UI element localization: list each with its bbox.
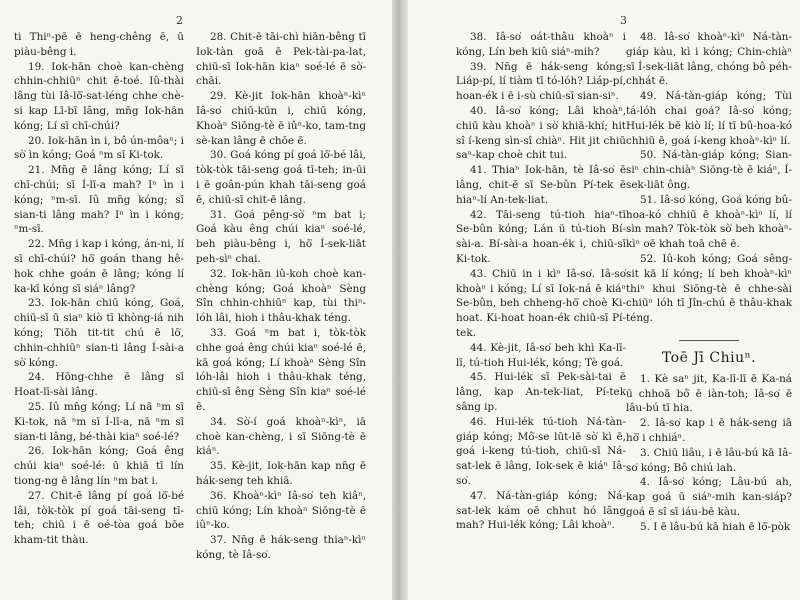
- verse: 1. Kè saⁿ jit, Ka-lī-lī ē Ka-ná ū chhoā bô͘ ē iàn-toh; Iâ-so͘ ē lâu-bú tī hia.: [626, 372, 792, 415]
- verse: 36. Khoàⁿ-kìⁿ Iâ-so͘ teh kiâⁿ, chiū kóng; Lín khoàⁿ Siōng-tè ē iûⁿ-ko.: [196, 489, 366, 532]
- verse: 52. Iû-koh kóng; Goá sêng-sit kā lí kóng; lí beh khoàⁿ-kìⁿ thiⁿ khui Siōng-tè ē chhe-sài chiūⁿ lóh tī Jîn-chú ē thâu-khak téng.: [626, 252, 792, 325]
- left-column-2: [196, 30, 366, 563]
- verse: 43. Chiū in i kìⁿ Iâ-so͘. Iâ-so͘ khoàⁿ i kóng; Lí sī Iok-ná ē kiáⁿ Se-bûn, beh chheng-hō͘ choè Ki-hoat. Ki-hoat hoan-ék chiū-sī Pí-tek.: [456, 267, 626, 339]
- chapter-rule: [679, 340, 739, 341]
- verse: 29. Kè-jit Iok-hān khoàⁿ-kìⁿ Iâ-so͘ chiū-kūn i, chiū kóng, Khoàⁿ Siōng-tè ē iûⁿ-ko, tam-tng sè-kan lâng ē chōe ē.: [196, 90, 366, 147]
- verse: 50. Ná-tàn-giáp kóng; Sian-siⁿ chin-chiàⁿ Siōng-tè ē kiáⁿ, Í-sek-liāt ông.: [626, 149, 792, 191]
- chapter-heading: Toē Jī Chiuⁿ.: [661, 349, 757, 366]
- book-gutter: [392, 0, 408, 600]
- verse: 39. Nn̄g ē hák-seng kóng; Liáp-pí, lí tiàm tī tó-lóh? Liáp-pí, hoan-ék i ē i-sù chiū-sī sian-siⁿ.: [456, 60, 626, 103]
- verse: 22. Mn̄g i kap i kóng, án-ni, lí sī chī-chúi? hō͘ goán thang hê-hok chhe goán ē lâng; kóng lí ka-kī kóng sī siáⁿ lâng?: [14, 238, 184, 295]
- verse: 45. Hui-lék sī Pek-sài-tai ē lâng, kap An-tek-liat, Pí-tek sâng ip.: [456, 371, 626, 413]
- left-column-1: [14, 30, 184, 548]
- verse: 37. Nn̄g ē hák-seng thiaⁿ-kìⁿ kóng, tè Iâ-so͘.: [196, 534, 366, 561]
- right-column-2: [626, 30, 792, 535]
- verse: 5. I ē lâu-bú kā hiah ē lō͘-pòk: [640, 520, 791, 533]
- verse: 35. Kè-jit, Iok-hān kap nn̄g ē hák-seng teh khiā.: [196, 460, 366, 487]
- right-page: [408, 0, 800, 600]
- verse: 4. Iâ-so͘ kóng; Lâu-bú ah, kap goá ū siáⁿ-mih kan-siáp? goá ē sî sī iáu-bē kàu.: [626, 476, 792, 518]
- verse: 48. Iâ-so͘ khoàⁿ-kìⁿ Ná-tàn-giáp kàu, kì i kóng; Chin-chiàⁿ sī Í-sek-liāt lâng, chóng bô péh-chhát ē.: [626, 31, 792, 88]
- verse: 30. Goá kóng pí goá lō͘-bé lâi, tòk-tòk tāi-seng goá tī-teh; in-ūi i ē goân-pún khah tāi-seng goá ē, chiū-sī chit-ē lâng.: [196, 149, 366, 206]
- verse: 51. Iâ-so͘ kóng, Goá kóng bû-hoa-kó chhiū ē khoàⁿ-kìⁿ lí, lí sìn mah? Tòk-tòk sò͘ beh khoàⁿ-kìⁿ oē khah toā chē ē.: [626, 193, 792, 251]
- verse: 31. Goá pêng-sò͘ ⁿm bat i; Goá kàu êng chúi kiaⁿ soé-lé, beh piàu-bêng i, hō͘ Í-sek-liāt peh-sìⁿ chai.: [196, 208, 366, 265]
- verse: ti Thiⁿ-pē ē heng-chêng ē, ū piàu-bêng i.: [14, 31, 184, 58]
- verse: 49. Ná-tàn-giáp kóng; Tùi tá-lóh chai goá? Iâ-so͘ kóng; Hui-lék bē kiò lí; lí tī bû-hoa-kó chhiū ē, goá í-keng khoàⁿ-kìⁿ lí.: [626, 90, 792, 147]
- verse: 28. Chit-ē tāi-chì hiān-bêng tī Iok-tàn goā ē Pek-tài-pa-lat, chiū-sī Iok-hān kiaⁿ soé-lé ē sò͘-chāi.: [196, 31, 366, 88]
- verse: 33. Goá ⁿm bat i, tòk-tòk chhe goá êng chúi kiaⁿ soé-lé ē, kā goá kóng; Lí khoàⁿ Sèng Sîn lóh-lâi hioh i thâu-khak téng, chiū-sī êng Sèng Sîn kiaⁿ soé-lé ē.: [196, 326, 366, 413]
- verse: 32. Iok-hān iû-koh choè kan-chèng kóng; Goá khoàⁿ Sèng Sîn chhin-chhiūⁿ kap, tùi thiⁿ-lóh lâi, hioh i thâu-khak téng.: [196, 267, 366, 325]
- verse: 24. Hōng-chhe ē lâng sī Hoat-lī-sài lâng.: [14, 371, 184, 399]
- verse: 25. Iû mn̄g kóng; Lí nā ⁿm sī Ki-tok, nā ⁿm sī Í-lī-a, nā ⁿm sī sian-ti lâng, bé-thài kiaⁿ soé-lé?: [14, 400, 184, 443]
- verse: 34. Sò͘-í goá khoàⁿ-kìⁿ, iā choè kan-chèng, i sī Siōng-tè ē kiáⁿ.: [196, 415, 366, 458]
- verse: 47. Ná-tàn-giáp kóng; Ná-sat-lek kám oē chhut hó lâng mah? Hui-lék kóng; Lâi khoàⁿ.: [456, 489, 626, 532]
- verse: 20. Iok-hān ìn i, bô ún-môaⁿ; i sò͘ ìn kóng; Goá ⁿm sī Ki-tok.: [14, 134, 184, 162]
- verse: 46. Hui-lék tú-tioh Ná-tàn-giáp kóng; Mô͘-se lūt-lē sò͘ kì ē, goá i-keng tú-tioh, chiū-sī Ná-sat-lek ē lâng, Iok-sek ē kiáⁿ Iâ-so͘.: [456, 415, 626, 487]
- page-number: 2: [176, 14, 183, 27]
- verse: 41. Thiaⁿ Iok-hān, tè Iâ-so͘ ē lâng, chit-ē sī Se-bûn Pí-tek ē hiaⁿ-lí An-tek-liat.: [456, 164, 626, 206]
- verse: 23. Iok-hān chiū kóng, Goá, chiū-sī ū siaⁿ kiò tī khòng-iá nih kóng; Tiōh tit-tit chú ē lō͘, chhin-chhiūⁿ sian-ti lâng Í-sài-a sò͘ kóng.: [14, 297, 184, 369]
- page-number: 3: [620, 14, 627, 27]
- verse: 3. Chiū liâu, i ē lâu-bú kā Iâ-so͘ kóng; Bô chiú lah.: [626, 446, 792, 474]
- verse: 38. Iâ-so͘ oát-thâu khoàⁿ i kóng, Lín beh kiû siáⁿ-mih?: [456, 31, 626, 58]
- verse: 40. Iâ-so͘ kóng; Lâi khoàⁿ, chiū kàu khoàⁿ i sò͘ khiā-khí; hit sî í-keng sìn-sî chiàⁿ. Hit jit chiū saⁿ-kap choè chit tui.: [456, 104, 626, 162]
- verse: 44. Kè-jit, Iâ-so͘ beh khì Ka-lī-lī, tú-tioh Hui-lék, kóng; Tè goá.: [456, 341, 626, 369]
- left-page: [0, 0, 392, 600]
- verse: 19. Iok-hān choè kan-chèng chhin-chhiūⁿ chit ē-toé. Iû-thài lâng tùi Iâ-lō͘-sat-léng chhe chè-si kap Lī-bī lâng, mn̄g Iok-hān kóng; Lí sī chī-chúi?: [14, 60, 184, 132]
- verse: 27. Chit-ē lâng pí goá lō͘-bé lâi, tòk-tòk pí goá tāi-seng tī-teh; chiū i ē oé-tòa goá bōe kham-tit thàu.: [14, 489, 184, 547]
- verse: 26. Iok-hān kóng; Goá êng chúi kiaⁿ soé-lé: ū khiā tī lín tiong-ng ē lâng lín ⁿm bat i.: [14, 445, 184, 487]
- verse: 21. Mn̄g ē lâng kóng; Lí sī chī-chúi; sī Í-lī-a mah? Iⁿ ìn i kóng; ⁿm-sī. Iû mn̄g kóng; sī sian-ti lâng mah? Iⁿ ìn i kóng; ⁿm-sī.: [14, 164, 184, 236]
- verse: 42. Tāi-seng tú-tioh hiaⁿ-tī Se-bûn kóng; Lán ū tú-tioh Bí-sài-a. Bí-sài-a hoan-ék i, chiū-sī Ki-tok.: [456, 208, 626, 265]
- verse: 2. Iâ-so͘ kap i ē hák-seng iā hō͘ i chhiáⁿ.: [626, 417, 792, 444]
- right-column-1: [456, 30, 626, 533]
